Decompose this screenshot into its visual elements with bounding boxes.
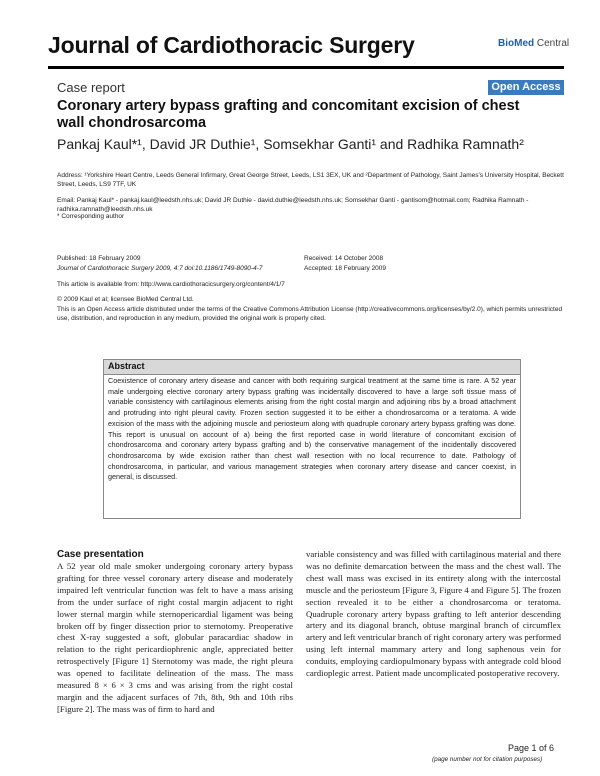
open-access-badge: Open Access: [488, 80, 564, 95]
license-statement: This is an Open Access article distributed under the terms of the Creative Commons Attribution License (http://creativecommons.org/licenses/by/2.0), which permits unrestricted use, distribution, and reproduction in any medium, provided the original work is properly cited.: [57, 306, 563, 322]
abstract-heading: Abstract: [104, 360, 520, 375]
author-address: Address: ¹Yorkshire Heart Centre, Leeds General Infirmary, Great George Street, Leeds, LS1 3EX, UK and ²Department of Pathology, Saint James's University Hospital, Beckett Street, Leeds, LS9 7TF, UK: [57, 172, 564, 188]
abstract-box: [103, 359, 521, 519]
received-date: Received: 14 October 2008: [304, 255, 384, 262]
article-type: Case report: [57, 80, 125, 95]
logo-bio: Bio: [498, 38, 515, 49]
accepted-date: Accepted: 18 February 2009: [304, 265, 387, 272]
corresponding-author-note: * Corresponding author: [57, 213, 125, 220]
section-heading: Case presentation: [57, 549, 144, 560]
article-url[interactable]: This article is available from: http://www.cardiothoracicsurgery.org/content/4/1/7: [57, 281, 285, 288]
body-column-left: A 52 year old male smoker undergoing coronary artery bypass grafting for three vessel coronary artery disease and moderately impaired left ventricular function was felt to have a mass arising from the under surface of right costal margin adjacent to right lower sternal margin while sternopericardial ligament was being broken off by finger dissection prior to sternotomy. Preoperative chest X-ray suggested a soft, globular paracardiac shadow in relation to the right pericardiophrenic angle, appreciated better retrospectively [Figure 1] Sternotomy was made, the right pleura was opened to facilitate delineation of the mass. The mass measured 8 × 6 × 3 cms and was arising from the right costal margin and the adjacent surfaces of 7th, 8th, 9th and 10th ribs [Figure 2]. The mass was of firm to hard and: [57, 561, 293, 714]
citation: Journal of Cardiothoracic Surgery 2009, 4:7 doi:10.1186/1749-8090-4-7: [57, 265, 263, 272]
journal-title: Journal of Cardiothoracic Surgery: [48, 32, 415, 58]
article-title: Coronary artery bypass grafting and concomitant excision of chest wall chondrosarcoma: [57, 98, 520, 131]
author-emails[interactable]: Email: Pankaj Kaul* - pankaj.kaul@leedsth.nhs.uk; David JR Duthie - david.duthie@leedsth.nhs.uk; Somsekhar Ganti - gantisom@hotmail.com; Radhika Ramnath - radhika.ramnath@leedsth.nhs.uk: [57, 197, 529, 213]
abstract-text: Coexistence of coronary artery disease and cancer with both requiring surgical treatment at the same time is rare. A 52 year male undergoing elective coronary artery bypass grafting was incidentally discovered to have a large soft tissue mass of variable consistency with cartilaginous elements arising from the right costal margin and adjoining ribs by a broad attachment and protruding into right pleural cavity. Frozen section suggested it to be either a chondrosarcoma or a teratoma. A wide excision of the mass with the adjoining muscle and periosteum along with quadruple coronary artery bypass grafting was done. This report is unusual on account of a) being the first reported case in world literature of concomitant excision of chondrosarcoma and coronary artery bypass grafting and b) the conservative management of the incidentally discovered chondrosarcoma by wide excision rather than chest wall resection with no local recurrence to date. Pathology of chondrosarcoma, in particular, and various management strategies when coronary artery disease and cancer coexist, in general, is discussed.: [108, 376, 516, 482]
copyright: © 2009 Kaul et al; licensee BioMed Central Ltd.: [57, 296, 194, 303]
logo-central: Central: [536, 38, 570, 49]
page-number-note: (page number not for citation purposes): [432, 756, 543, 763]
published-date: Published: 18 February 2009: [57, 255, 141, 262]
body-column-right: variable consistency and was filled with cartilaginous material and there was no definite demarcation between the mass and the chest wall. The chest wall mass was excised in its entirety along with the intercostal muscle and the periosteum [Figure 3, Figure 4 and Figure 5]. The frozen section revealed it to be either a chondrosarcoma or teratoma. Quadruple coronary artery bypass grafting to left anterior descending artery and its diagonal branch, obtuse marginal branch of circumflex artery and left ventricular branch of right coronary artery was performed using left internal mammary artery and long saphenous vein for conduits, employing cardiopulmonary bypass with antegrade cold blood cardioplegic arrest. Patient made uncomplicated postoperative recovery.: [306, 549, 561, 679]
author-list: Pankaj Kaul*¹, David JR Duthie¹, Somsekhar Ganti¹ and Radhika Ramnath²: [57, 136, 524, 152]
biomed-central-logo: [498, 38, 569, 49]
page-number: Page 1 of 6: [508, 743, 555, 753]
logo-med: Med: [514, 38, 535, 49]
header-rule: [48, 66, 564, 69]
